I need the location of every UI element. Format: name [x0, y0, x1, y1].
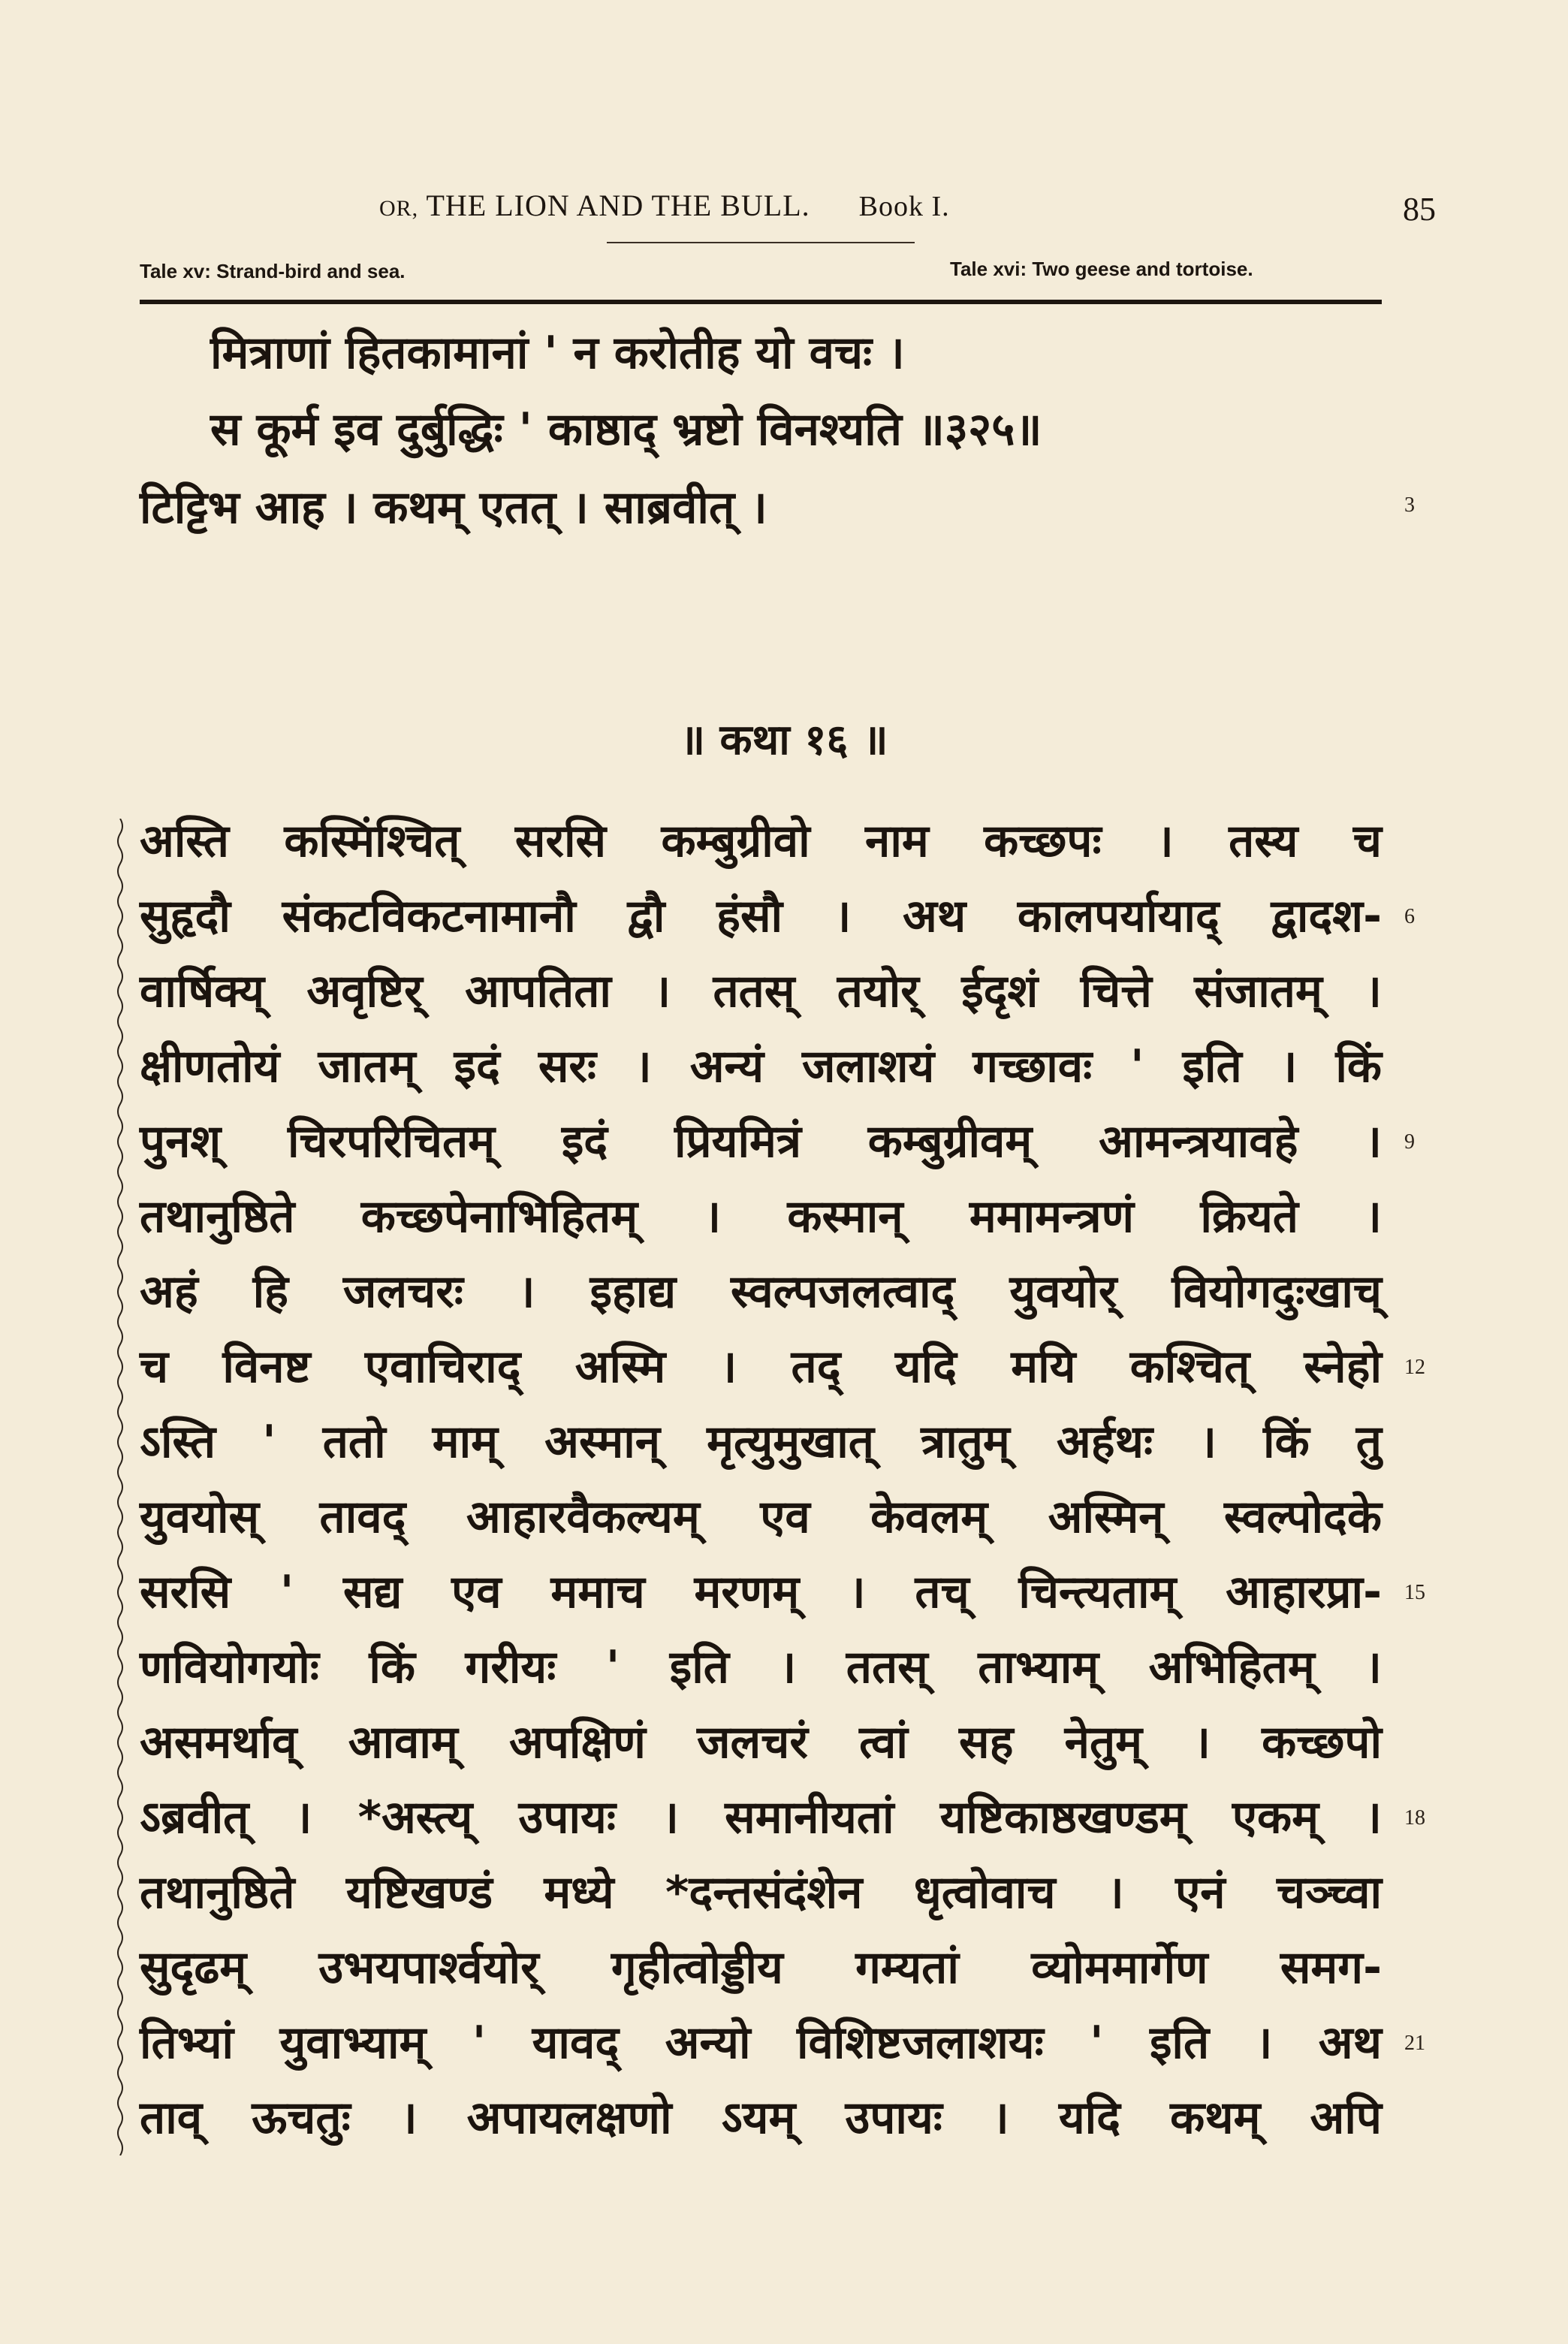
line-number-9: 9: [1404, 1130, 1415, 1154]
prose-line-1: अस्ति कस्मिंश्चित् सरसि कम्बुग्रीवो नाम कच्छपः । तस्य च: [140, 815, 1382, 867]
tale-left-caption: Tale xv: Strand-bird and sea.: [140, 260, 406, 282]
prose-line-8: च विनष्ट एवाचिराद् अस्मि । तद् यदि मयि कश्चित् स्नेहो: [140, 1341, 1382, 1393]
line-number-6: 6: [1404, 905, 1415, 928]
prose-line-12: णवियोगयोः किं गरीयः ' इति । ततस् ताभ्याम् अभिहितम् ।: [140, 1641, 1382, 1694]
verse-line-2: स कूर्म इव दुर्बुद्धिः ' काष्ठाद् भ्रष्टो विनश्यति ॥३२५॥: [210, 403, 1042, 456]
prose-line-11: सरसि ' सद्य एव ममाच मरणम् । तच् चिन्त्यताम् आहारप्रा-: [140, 1566, 1382, 1618]
prose-line-16: सुदृढम् उभयपार्श्वयोर् गृहीत्वोड्डीय गम्यतां व्योममार्गेण समग-: [140, 1941, 1382, 1994]
header-divider: [607, 242, 915, 243]
book-label: Book I.: [858, 191, 950, 222]
line-number-3: 3: [1404, 493, 1415, 517]
prose-line-10: युवयोस् तावद् आहारवैकल्यम् एव केवलम् अस्मिन् स्वल्पोदके: [140, 1491, 1382, 1543]
header-rule: [140, 300, 1382, 304]
prose-line-18: ताव् ऊचतुः । अपायलक्षणो ऽयम् उपायः । यदि कथम् अपि: [140, 2092, 1382, 2144]
section-heading: ॥ कथा १६ ॥: [680, 716, 888, 765]
line-number-18: 18: [1404, 1806, 1425, 1830]
running-head-prefix: OR,: [379, 196, 419, 221]
tale-right-caption: Tale xvi: Two geese and tortoise.: [950, 258, 1253, 280]
verse-line-3: टिट्टिभ आह । कथम् एतत् । साब्रवीत् ।: [140, 481, 767, 534]
prose-line-3: वार्षिक्य् अवृष्टिर् आपतिता । ततस् तयोर् ईदृशं चित्ते संजातम् ।: [140, 965, 1382, 1018]
line-number-21: 21: [1404, 2032, 1425, 2055]
prose-line-4: क्षीणतोयं जातम् इदं सरः । अन्यं जलाशयं गच्छावः ' इति । किं: [140, 1040, 1382, 1093]
prose-line-6: तथानुष्ठिते कच्छपेनाभिहितम् । कस्मान् ममामन्त्रणं क्रियते ।: [140, 1190, 1382, 1243]
running-head-title: THE LION AND THE BULL.: [426, 189, 810, 222]
margin-bracket: [113, 819, 128, 2155]
prose-line-7: अहं हि जलचरः । इहाद्य स्वल्पजलत्वाद् युवयोर् वियोगदुःखाच्: [140, 1266, 1382, 1318]
prose-line-9: ऽस्ति ' ततो माम् अस्मान् मृत्युमुखात् त्रातुम् अर्हथः । किं तु: [140, 1416, 1382, 1468]
prose-line-14: ऽब्रवीत् । *अस्त्य् उपायः । समानीयतां यष्टिकाष्ठखण्डम् एकम् ।: [140, 1791, 1382, 1844]
line-number-15: 15: [1404, 1581, 1425, 1604]
verse-line-1: मित्राणां हितकामानां ' न करोतीह यो वचः ।: [210, 327, 905, 379]
prose-line-17: तिभ्यां युवाभ्याम् ' यावद् अन्यो विशिष्टजलाशयः ' इति । अथ: [140, 2017, 1382, 2069]
prose-line-5: पुनश् चिरपरिचितम् इदं प्रियमित्रं कम्बुग्रीवम् आमन्त्रयावहे ।: [140, 1115, 1382, 1168]
page-number: 85: [1403, 191, 1436, 228]
running-head: [379, 188, 950, 223]
line-number-12: 12: [1404, 1356, 1425, 1379]
prose-line-2: सुहृदौ संकटविकटनामानौ द्वौ हंसौ । अथ कालपर्यायाद् द्वादश-: [140, 890, 1382, 943]
prose-line-13: असमर्थाव् आवाम् अपक्षिणं जलचरं त्वां सह नेतुम् । कच्छपो: [140, 1716, 1382, 1769]
prose-line-15: तथानुष्ठिते यष्टिखण्डं मध्ये *दन्तसंदंशेन धृत्वोवाच । एनं चञ्च्वा: [140, 1866, 1382, 1919]
